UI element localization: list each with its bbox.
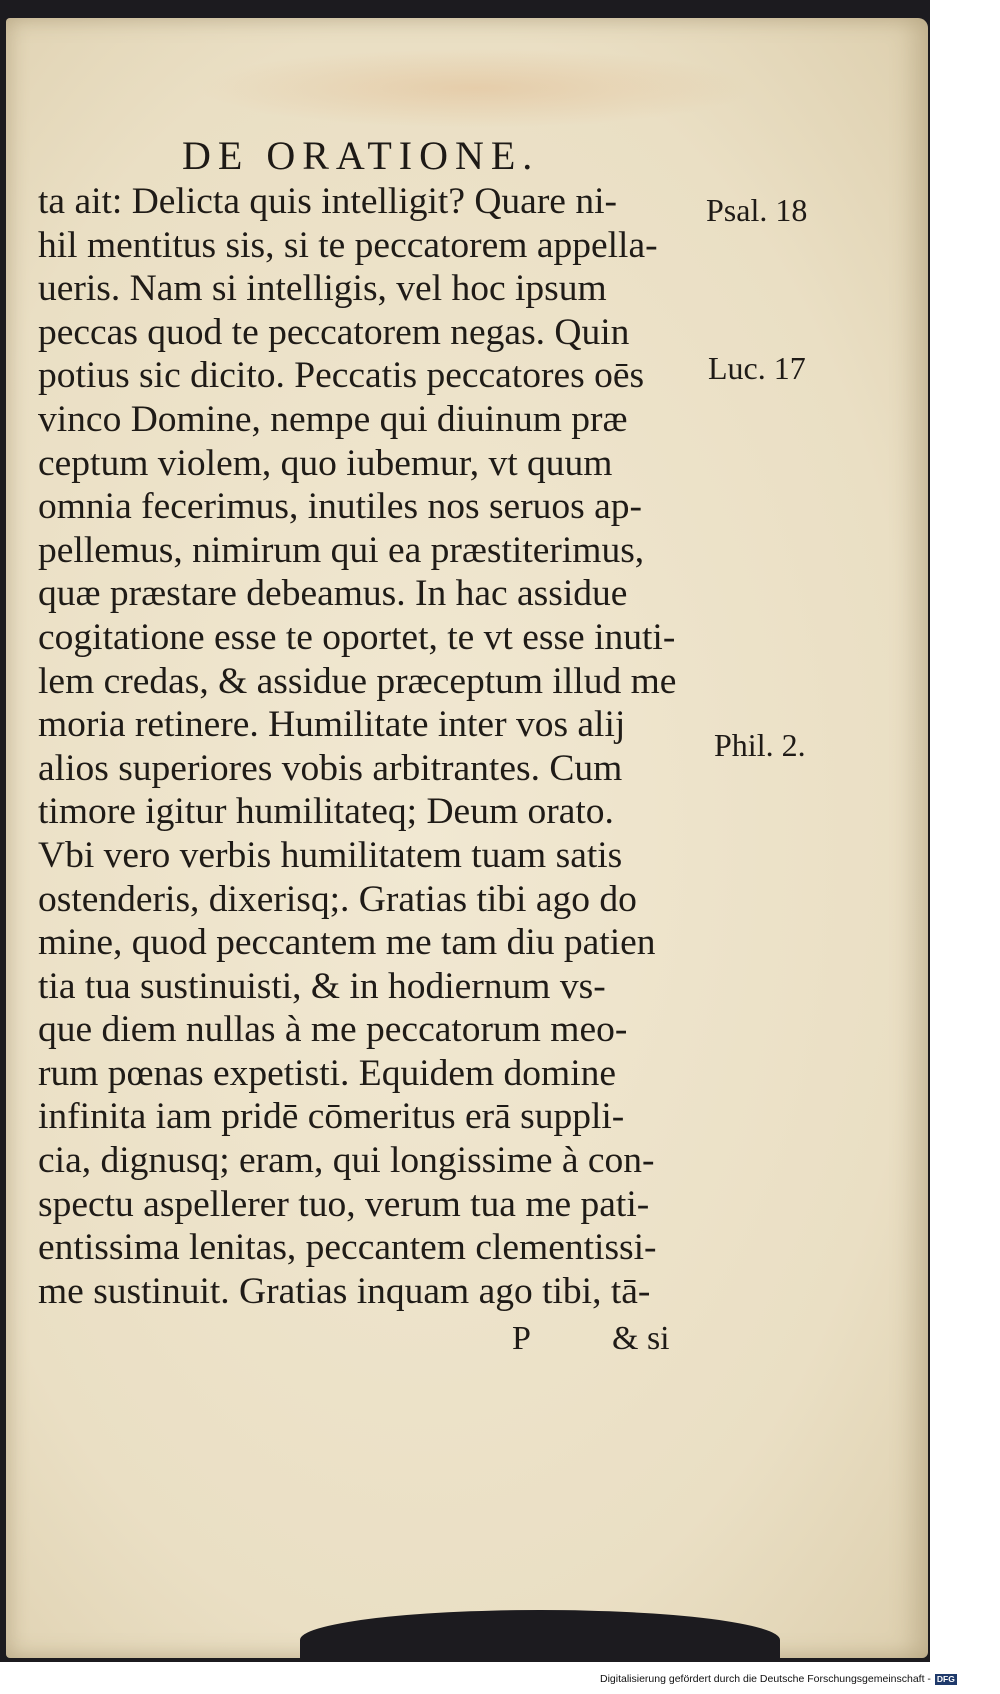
margin-note-philippians: Phil. 2. <box>714 727 806 763</box>
dfg-logo: DFG <box>936 1673 955 1684</box>
credit-text: Digitalisierung gefördert durch die Deutsche Forschungsgemeinschaft - <box>600 1673 931 1685</box>
text-line: tia tua sustinuisti, & in hodiernum vs- <box>38 965 606 1007</box>
text-line: quæ præstare debeamus. In hac assidue <box>38 573 628 615</box>
text-line: Vbi vero verbis humilitatem tuam satis <box>38 834 623 876</box>
text-line: cogitatione esse te oportet, te vt esse inuti- <box>38 616 676 658</box>
margin-note-psalm: Psal. 18 <box>706 192 808 228</box>
digitization-credit <box>600 1673 957 1685</box>
text-line: rum pœnas expetisti. Equidem domine <box>38 1052 617 1094</box>
text-line: ostenderis, dixerisq;. Gratias tibi ago do <box>38 878 637 920</box>
text-line: mine, quod peccantem me tam diu patien <box>38 922 656 964</box>
signature-mark: P <box>512 1320 531 1357</box>
running-header: DE ORATIONE. <box>182 133 540 178</box>
page-stain <box>196 48 756 128</box>
text-line: ceptum violem, quo iubemur, vt quum <box>38 442 613 484</box>
text-line: alios superiores vobis arbitrantes. Cum <box>38 747 623 789</box>
text-line: pellemus, nimirum qui ea præstiterimus, <box>38 529 645 571</box>
margin-note-luke: Luc. 17 <box>708 350 806 386</box>
text-line: me sustinuit. Gratias inquam ago tibi, tā- <box>38 1270 651 1312</box>
text-line: ueris. Nam si intelligis, vel hoc ipsum <box>38 268 607 310</box>
text-line: infinita iam pridē cōmeritus erā suppli- <box>38 1096 625 1138</box>
text-line: potius sic dicito. Peccatis peccatores oēs <box>38 355 645 397</box>
text-line: que diem nullas à me peccatorum meo- <box>38 1009 628 1051</box>
text-line: vinco Domine, nempe qui diuinum præ <box>38 398 628 440</box>
text-line: spectu aspellerer tuo, verum tua me pati- <box>38 1183 650 1225</box>
text-line: omnia fecerimus, inutiles nos seruos ap- <box>38 486 643 528</box>
text-line: peccas quod te peccatorem negas. Quin <box>38 311 630 353</box>
text-line: hil mentitus sis, si te peccatorem appella- <box>38 224 658 266</box>
text-line: entissima lenitas, peccantem clementissi- <box>38 1227 657 1269</box>
catchword: & si <box>612 1320 670 1357</box>
text-line: timore igitur humilitateq; Deum orato. <box>38 791 614 833</box>
text-line: ta ait: Delicta quis intelligit? Quare ni- <box>38 181 617 222</box>
body-text <box>38 180 698 1313</box>
text-line: cia, dignusq; eram, qui longissime à con- <box>38 1140 655 1182</box>
text-line: moria retinere. Humilitate inter vos alij <box>38 704 626 746</box>
text-line: lem credas, & assidue præceptum illud me <box>38 660 677 702</box>
